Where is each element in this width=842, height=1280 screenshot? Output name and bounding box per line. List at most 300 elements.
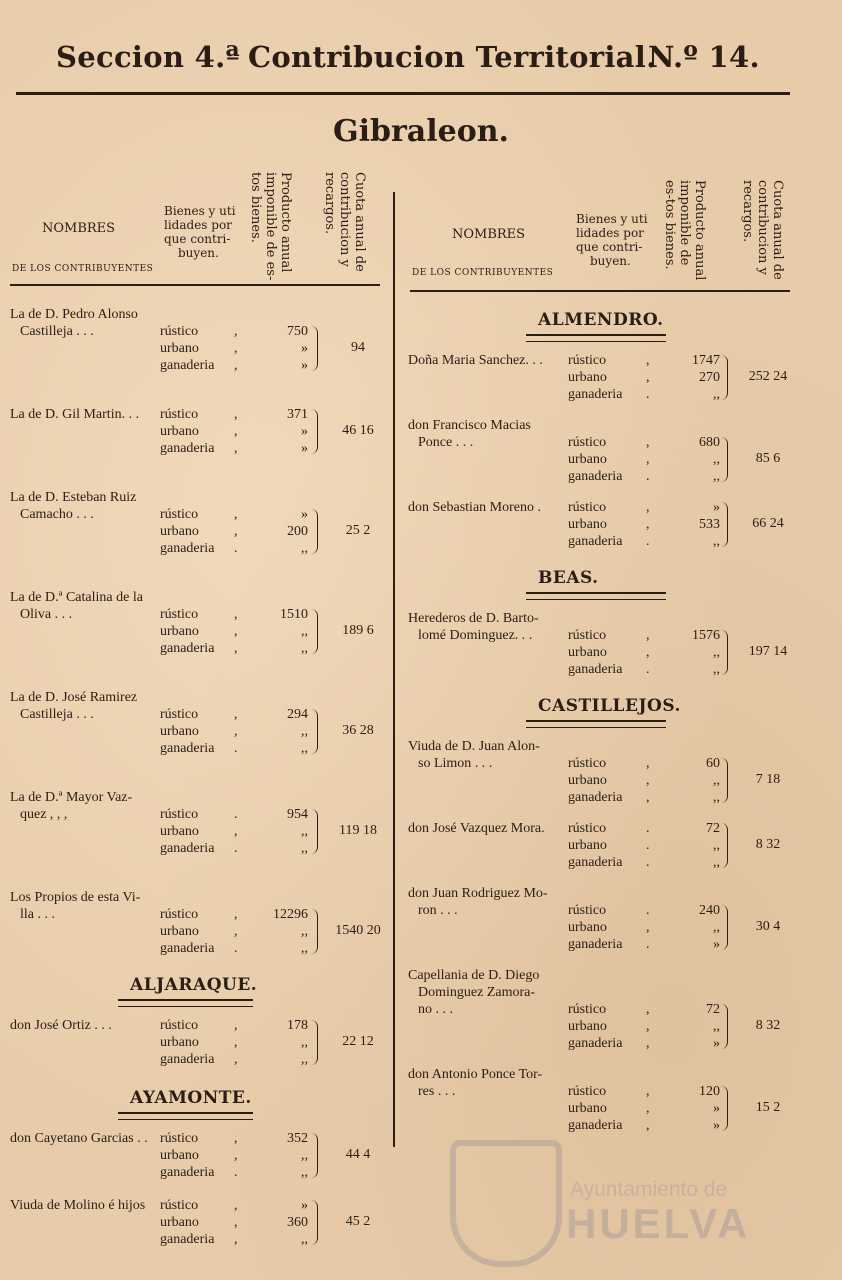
asset-separator: . [646, 534, 650, 549]
contributor-name-line: La de D. Pedro Alonso [10, 307, 138, 322]
asset-value: 1510 [280, 607, 308, 622]
asset-type: ganaderia [568, 534, 623, 549]
annual-quota: 197 14 [748, 644, 788, 659]
annual-quota: 44 4 [345, 1147, 371, 1162]
asset-type: ganaderia [568, 1118, 623, 1133]
asset-value: 200 [287, 524, 308, 539]
asset-type: rústico [568, 435, 607, 450]
asset-separator: , [646, 500, 650, 515]
asset-value: ,, [713, 855, 720, 870]
asset-value: 954 [287, 807, 308, 822]
document-title: Contribucion Territorial. [248, 40, 657, 74]
asset-type: urbano [568, 773, 607, 788]
asset-row [408, 820, 788, 837]
town-rule [526, 720, 666, 728]
contributor-name-line: don Francisco Macias [408, 418, 531, 433]
grouping-brace [311, 1200, 318, 1245]
bienes-line: que contri- [164, 232, 231, 246]
asset-value: ,, [713, 920, 720, 935]
asset-type: urbano [160, 924, 199, 939]
asset-value: 1747 [692, 353, 720, 368]
asset-row [10, 1197, 390, 1214]
header-rule [16, 92, 790, 95]
contributor-name-line: Capellania de D. Diego [408, 968, 540, 983]
left-header-producto: Producto anual imponible de es-tos bienes. [248, 172, 293, 281]
asset-row [10, 840, 390, 857]
column-divider [393, 192, 395, 1147]
asset-value: 240 [699, 903, 720, 918]
asset-value: » [301, 341, 308, 356]
asset-type: rústico [568, 756, 607, 771]
asset-type: ganaderia [160, 741, 215, 756]
asset-type: ganaderia [568, 790, 623, 805]
asset-row [10, 706, 390, 723]
asset-row [408, 451, 788, 468]
contributor-name-line: lomé Dominguez. . . [418, 628, 533, 643]
town-rule [118, 1112, 253, 1120]
asset-value: 60 [706, 756, 720, 771]
annual-quota: 1540 20 [335, 923, 381, 938]
asset-value: ,, [301, 541, 308, 556]
asset-value: 72 [706, 1002, 720, 1017]
asset-row [10, 1017, 390, 1034]
asset-value: 72 [706, 821, 720, 836]
asset-row [10, 940, 390, 957]
asset-separator: , [234, 507, 238, 522]
asset-separator: . [646, 662, 650, 677]
asset-type: rústico [568, 500, 607, 515]
asset-value: » [301, 358, 308, 373]
asset-type: ganaderia [568, 855, 623, 870]
right-header-producto: Producto anual imponible de es-tos bienes. [662, 180, 707, 281]
main-title: Gibraleon. [333, 114, 509, 149]
right-header-bienes [576, 212, 648, 268]
bienes-line: buyen. [178, 246, 219, 260]
contributor-name-line: Ponce . . . [418, 435, 474, 450]
asset-type: rústico [160, 324, 199, 339]
asset-type: rústico [160, 1198, 199, 1213]
bienes-line: lidades por [164, 218, 232, 232]
asset-type: rústico [160, 507, 199, 522]
asset-separator: . [646, 937, 650, 952]
annual-quota: 94 [351, 340, 365, 355]
asset-type: rústico [160, 707, 199, 722]
town-heading: ALMENDRO. [538, 310, 664, 330]
contributor-name-line: Viuda de Molino é hijos [10, 1198, 146, 1213]
contributor-name-line: La de D. Gil Martin. . . [10, 407, 140, 422]
asset-value: ,, [301, 624, 308, 639]
asset-type: ganaderia [568, 662, 623, 677]
asset-separator: , [234, 724, 238, 739]
asset-value: ,, [301, 1035, 308, 1050]
asset-type: urbano [568, 920, 607, 935]
contributor-name-line: Camacho . . . [20, 507, 94, 522]
asset-row [408, 919, 788, 936]
asset-value: ,, [301, 924, 308, 939]
asset-type: rústico [568, 353, 607, 368]
contributor-name-line: La de D. José Ramirez [10, 690, 138, 705]
asset-value: ,, [301, 1232, 308, 1247]
asset-type: urbano [568, 1101, 607, 1116]
asset-type: ganaderia [160, 941, 215, 956]
asset-value: ,, [713, 838, 720, 853]
annual-quota: 36 28 [342, 723, 374, 738]
section-label: Seccion 4.ª [56, 40, 240, 74]
asset-row [10, 323, 390, 340]
asset-row [10, 440, 390, 457]
asset-type: urbano [160, 624, 199, 639]
asset-type: rústico [160, 407, 199, 422]
asset-separator: . [234, 807, 238, 822]
annual-quota: 119 18 [339, 823, 377, 838]
asset-row [408, 854, 788, 871]
contributor-name-line: Viuda de D. Juan Alon- [408, 739, 540, 754]
asset-type: ganaderia [568, 1036, 623, 1051]
asset-separator: , [234, 1215, 238, 1230]
asset-value: ,, [713, 387, 720, 402]
asset-type: ganaderia [568, 387, 623, 402]
asset-value: 360 [287, 1215, 308, 1230]
asset-separator: . [234, 841, 238, 856]
asset-type: urbano [568, 645, 607, 660]
asset-row [408, 468, 788, 485]
grouping-brace [721, 502, 728, 547]
asset-row [408, 352, 788, 369]
asset-type: ganaderia [160, 641, 215, 656]
asset-value: ,, [713, 469, 720, 484]
asset-value: ,, [713, 1019, 720, 1034]
asset-type: urbano [568, 1019, 607, 1034]
asset-separator: , [646, 435, 650, 450]
contributor-name-line: Castilleja . . . [20, 707, 94, 722]
asset-separator: , [234, 341, 238, 356]
bienes-line: Bienes y uti [164, 204, 236, 218]
asset-value: ,, [301, 841, 308, 856]
grouping-brace [721, 823, 728, 868]
bienes-line: Bienes y uti [576, 212, 648, 226]
asset-row [408, 499, 788, 516]
asset-value: ,, [301, 724, 308, 739]
asset-separator: , [234, 1148, 238, 1163]
asset-type: ganaderia [160, 541, 215, 556]
annual-quota: 8 32 [755, 837, 781, 852]
asset-value: ,, [301, 641, 308, 656]
asset-type: rústico [568, 1002, 607, 1017]
asset-separator: . [646, 838, 650, 853]
asset-value: » [713, 937, 720, 952]
asset-row [10, 906, 390, 923]
asset-separator: , [646, 517, 650, 532]
asset-separator: . [234, 941, 238, 956]
annual-quota: 46 16 [342, 423, 374, 438]
asset-value: ,, [713, 790, 720, 805]
asset-type: ganaderia [160, 441, 215, 456]
bienes-line: buyen. [590, 254, 631, 268]
asset-row [10, 1231, 390, 1248]
asset-type: ganaderia [160, 358, 215, 373]
annual-quota: 45 2 [345, 1214, 371, 1229]
asset-value: ,, [713, 773, 720, 788]
town-heading: CASTILLEJOS. [538, 696, 681, 716]
asset-value: ,, [301, 1052, 308, 1067]
contributor-name-line: Castilleja . . . [20, 324, 94, 339]
grouping-brace [721, 1004, 728, 1049]
asset-value: » [301, 441, 308, 456]
asset-separator: , [234, 707, 238, 722]
page-header [0, 40, 842, 90]
bienes-line: lidades por [576, 226, 644, 240]
asset-row [10, 357, 390, 374]
asset-separator: , [646, 790, 650, 805]
asset-separator: , [234, 1035, 238, 1050]
grouping-brace [721, 630, 728, 675]
asset-value: 371 [287, 407, 308, 422]
asset-value: ,, [301, 741, 308, 756]
left-header-bienes [164, 204, 236, 260]
asset-row [408, 1100, 788, 1117]
watermark-line2: HUELVA [566, 1200, 751, 1247]
right-header-rule [410, 290, 790, 292]
annual-quota: 8 32 [755, 1018, 781, 1033]
asset-row [408, 644, 788, 661]
asset-row [10, 1051, 390, 1068]
asset-separator: , [646, 645, 650, 660]
asset-separator: , [646, 452, 650, 467]
asset-value: 270 [699, 370, 720, 385]
asset-separator: , [234, 1198, 238, 1213]
town-heading: BEAS. [538, 568, 599, 588]
asset-value: ,, [713, 534, 720, 549]
asset-separator: , [234, 607, 238, 622]
asset-row [408, 1117, 788, 1134]
asset-type: rústico [160, 907, 199, 922]
asset-value: ,, [713, 452, 720, 467]
asset-type: urbano [568, 838, 607, 853]
asset-separator: . [234, 541, 238, 556]
left-header-names-sub: DE LOS CONTRIBUYENTES [12, 264, 154, 274]
asset-row [10, 806, 390, 823]
grouping-brace [721, 758, 728, 803]
asset-separator: . [646, 855, 650, 870]
contributor-name-line: don Juan Rodriguez Mo- [408, 886, 548, 901]
contributor-name-line: ron . . . [418, 903, 458, 918]
right-header-cuota: Cuota anual de contribucion y recargos. [740, 180, 785, 280]
asset-separator: , [646, 920, 650, 935]
asset-separator: , [646, 370, 650, 385]
town-heading: ALJARAQUE. [130, 975, 258, 995]
asset-type: rústico [568, 903, 607, 918]
asset-type: urbano [160, 1148, 199, 1163]
asset-separator: , [646, 353, 650, 368]
asset-type: rústico [160, 607, 199, 622]
grouping-brace [721, 905, 728, 950]
asset-row [408, 1001, 788, 1018]
asset-value: » [713, 1118, 720, 1133]
asset-type: rústico [160, 1018, 199, 1033]
grouping-brace [721, 1086, 728, 1131]
asset-separator: , [234, 1232, 238, 1247]
contributor-name-line: so Limon . . . [418, 756, 493, 771]
town-heading: AYAMONTE. [130, 1088, 252, 1108]
town-rule [526, 334, 666, 342]
asset-separator: , [646, 628, 650, 643]
grouping-brace [311, 1133, 318, 1178]
asset-separator: , [646, 1002, 650, 1017]
asset-value: 680 [699, 435, 720, 450]
grouping-brace [311, 1020, 318, 1065]
annual-quota: 15 2 [755, 1100, 781, 1115]
asset-separator: , [234, 824, 238, 839]
asset-row [408, 627, 788, 644]
asset-value: » [301, 424, 308, 439]
contributor-name-line: Los Propios de esta Vi- [10, 890, 141, 905]
asset-row [408, 755, 788, 772]
asset-value: 12296 [273, 907, 308, 922]
page-number: N.º 14. [648, 40, 760, 74]
asset-separator: , [646, 773, 650, 788]
annual-quota: 22 12 [342, 1034, 374, 1049]
annual-quota: 25 2 [345, 523, 371, 538]
asset-type: urbano [160, 824, 199, 839]
asset-separator: , [234, 524, 238, 539]
asset-separator: , [234, 907, 238, 922]
asset-row [10, 506, 390, 523]
right-header-names-sub: DE LOS CONTRIBUYENTES [412, 268, 554, 278]
asset-separator: , [234, 1131, 238, 1146]
asset-type: rústico [568, 1084, 607, 1099]
town-rule [118, 999, 253, 1007]
left-header-rule [10, 284, 380, 286]
asset-row [408, 369, 788, 386]
asset-value: 1576 [692, 628, 720, 643]
asset-row [408, 434, 788, 451]
watermark-line1: Ayuntamiento de [570, 1178, 728, 1201]
asset-row [408, 533, 788, 550]
annual-quota: 85 6 [755, 451, 781, 466]
asset-type: rústico [568, 821, 607, 836]
contributor-name-line: Dominguez Zamora- [418, 985, 536, 1000]
contributor-name-line: Doña Maria Sanchez. . . [408, 353, 543, 368]
contributor-name-line: res . . . [418, 1084, 456, 1099]
grouping-brace [311, 709, 318, 754]
asset-type: urbano [568, 452, 607, 467]
asset-value: 178 [287, 1018, 308, 1033]
right-header-names: NOMBRES [452, 227, 526, 242]
asset-value: ,, [301, 824, 308, 839]
asset-row [10, 740, 390, 757]
shield-icon [450, 1140, 562, 1267]
asset-row [408, 789, 788, 806]
asset-separator: , [234, 324, 238, 339]
asset-row [10, 540, 390, 557]
asset-type: urbano [160, 1035, 199, 1050]
watermark-logo [430, 1140, 790, 1260]
annual-quota: 7 18 [755, 772, 781, 787]
asset-row [10, 606, 390, 623]
asset-row [10, 640, 390, 657]
asset-row [408, 516, 788, 533]
asset-separator: , [646, 1036, 650, 1051]
asset-value: ,, [301, 1148, 308, 1163]
bienes-line: que contri- [576, 240, 643, 254]
contributor-name-line: don José Vazquez Mora. [408, 821, 545, 836]
asset-row [408, 386, 788, 403]
asset-type: urbano [568, 370, 607, 385]
asset-type: ganaderia [160, 841, 215, 856]
asset-type: ganaderia [160, 1052, 215, 1067]
asset-separator: , [234, 624, 238, 639]
contributor-name-line: don José Ortiz . . . [10, 1018, 112, 1033]
asset-value: 120 [699, 1084, 720, 1099]
asset-separator: . [646, 821, 650, 836]
asset-separator: , [646, 756, 650, 771]
annual-quota: 252 24 [748, 369, 788, 384]
asset-type: rústico [160, 807, 199, 822]
asset-separator: , [646, 1118, 650, 1133]
contributor-name-line: quez , , , [20, 807, 68, 822]
asset-type: ganaderia [160, 1165, 215, 1180]
asset-row [408, 772, 788, 789]
asset-separator: . [234, 1165, 238, 1180]
asset-value: ,, [713, 645, 720, 660]
asset-separator: , [646, 1084, 650, 1099]
asset-value: » [301, 1198, 308, 1213]
asset-type: urbano [160, 424, 199, 439]
asset-value: ,, [301, 941, 308, 956]
contributor-name-line: don Antonio Ponce Tor- [408, 1067, 543, 1082]
contributor-name-line: La de D.ª Mayor Vaz- [10, 790, 133, 805]
asset-value: 352 [287, 1131, 308, 1146]
asset-row [408, 902, 788, 919]
asset-separator: , [234, 641, 238, 656]
asset-value: 533 [699, 517, 720, 532]
left-header-cuota: Cuota anual de contribucion y recargos. [322, 172, 367, 272]
asset-separator: . [234, 741, 238, 756]
grouping-brace [311, 509, 318, 554]
asset-value: ,, [713, 662, 720, 677]
contributor-name-line: don Sebastian Moreno . [408, 500, 541, 515]
asset-row [408, 1083, 788, 1100]
grouping-brace [721, 437, 728, 482]
asset-separator: . [646, 469, 650, 484]
asset-type: urbano [160, 724, 199, 739]
asset-separator: , [646, 1019, 650, 1034]
contributor-name-line: no . . . [418, 1002, 453, 1017]
asset-type: rústico [160, 1131, 199, 1146]
asset-separator: , [234, 1018, 238, 1033]
contributor-name-line: Herederos de D. Barto- [408, 611, 539, 626]
asset-separator: . [646, 387, 650, 402]
annual-quota: 30 4 [755, 919, 781, 934]
grouping-brace [311, 609, 318, 654]
asset-separator: , [646, 1101, 650, 1116]
asset-separator: , [234, 358, 238, 373]
grouping-brace [311, 326, 318, 371]
asset-row [408, 837, 788, 854]
asset-separator: , [234, 407, 238, 422]
asset-type: urbano [160, 341, 199, 356]
asset-separator: , [234, 924, 238, 939]
asset-value: 750 [287, 324, 308, 339]
annual-quota: 189 6 [342, 623, 374, 638]
contributor-name-line: La de D. Esteban Ruiz [10, 490, 137, 505]
asset-value: » [713, 500, 720, 515]
asset-value: ,, [301, 1165, 308, 1180]
annual-quota: 66 24 [752, 516, 784, 531]
asset-value: 294 [287, 707, 308, 722]
asset-row [10, 406, 390, 423]
asset-row [408, 661, 788, 678]
